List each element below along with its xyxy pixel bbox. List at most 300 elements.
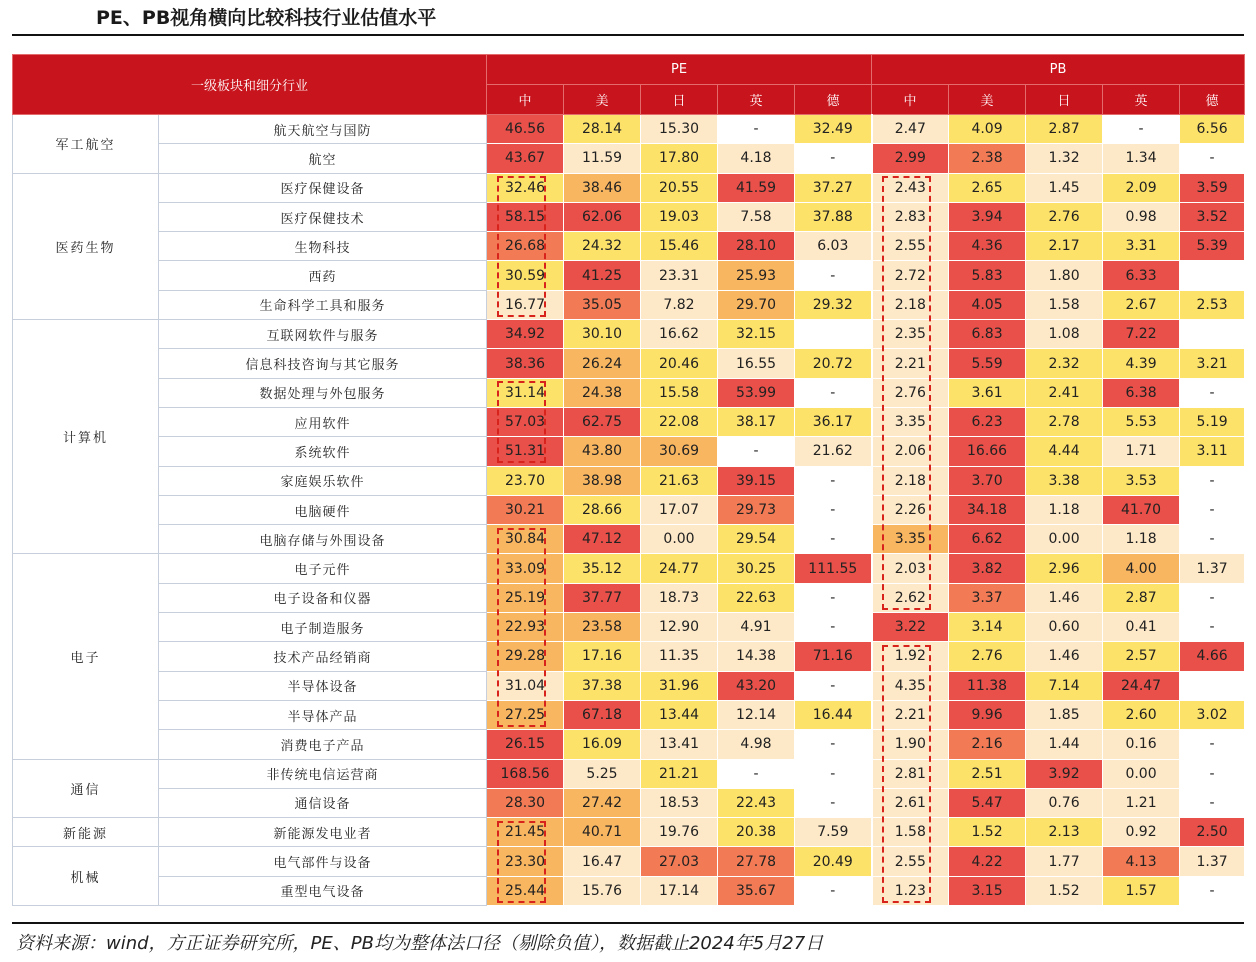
pe-value-cell: 29.70 xyxy=(718,290,795,319)
table-row xyxy=(13,525,1245,554)
pb-value-cell: 4.13 xyxy=(1103,847,1180,876)
pb-value-cell: 2.83 xyxy=(872,202,949,231)
pb-value-cell: 4.44 xyxy=(1026,437,1103,466)
pe-value-cell: 36.17 xyxy=(795,407,872,436)
pe-value-cell: 22.08 xyxy=(641,407,718,436)
pb-value-cell: 2.67 xyxy=(1103,290,1180,319)
table-row xyxy=(13,671,1245,700)
pb-value-cell: 3.61 xyxy=(949,378,1026,407)
pb-value-cell: 1.52 xyxy=(1026,876,1103,905)
pb-value-cell: 7.14 xyxy=(1026,671,1103,700)
pb-header: PB xyxy=(872,55,1245,85)
pb-value-cell: 1.52 xyxy=(949,818,1026,847)
category-header: 一级板块和细分行业 xyxy=(13,55,487,115)
pb-value-cell: - xyxy=(1180,730,1245,759)
sub-industry-name: 半导体产品 xyxy=(159,700,487,729)
pe-value-cell: 37.27 xyxy=(795,173,872,202)
pb-value-cell: 6.38 xyxy=(1103,378,1180,407)
pe-value-cell: 26.68 xyxy=(487,232,564,261)
table-row xyxy=(13,759,1245,788)
pb-value-cell: 1.08 xyxy=(1026,320,1103,349)
pe-value-cell: 4.18 xyxy=(718,144,795,173)
sub-industry-name: 医疗保健设备 xyxy=(159,173,487,202)
title-divider xyxy=(12,34,1244,36)
pe-value-cell: 7.59 xyxy=(795,818,872,847)
pe-value-cell: 29.54 xyxy=(718,525,795,554)
pb-value-cell: 1.44 xyxy=(1026,730,1103,759)
pb-value-cell: 24.47 xyxy=(1103,671,1180,700)
sector-name: 电子 xyxy=(13,554,159,759)
pb-value-cell: 1.85 xyxy=(1026,700,1103,729)
pb-value-cell: 2.41 xyxy=(1026,378,1103,407)
pb-value-cell: - xyxy=(1180,583,1245,612)
table-row xyxy=(13,407,1245,436)
pb-value-cell: 1.18 xyxy=(1103,525,1180,554)
pe-value-cell: 11.59 xyxy=(564,144,641,173)
table-row xyxy=(13,583,1245,612)
table-row xyxy=(13,700,1245,729)
pe-value-cell: 111.55 xyxy=(795,554,872,583)
pe-value-cell: 19.03 xyxy=(641,202,718,231)
pb-value-cell: 1.92 xyxy=(872,642,949,671)
pe-value-cell: 19.76 xyxy=(641,818,718,847)
pb-value-cell: 6.23 xyxy=(949,407,1026,436)
sub-industry-name: 重型电气设备 xyxy=(159,876,487,905)
pb-value-cell: 3.35 xyxy=(872,407,949,436)
sector-name: 军工航空 xyxy=(13,115,159,174)
pe-value-cell: 51.31 xyxy=(487,437,564,466)
pe-value-cell: 20.55 xyxy=(641,173,718,202)
pe-value-cell: 29.32 xyxy=(795,290,872,319)
pb-value-cell: - xyxy=(1180,613,1245,642)
pe-value-cell: - xyxy=(795,583,872,612)
pe-value-cell: 41.59 xyxy=(718,173,795,202)
pe-value-cell: 39.15 xyxy=(718,466,795,495)
pb-value-cell: 2.03 xyxy=(872,554,949,583)
pe-value-cell: 28.14 xyxy=(564,115,641,144)
pb-value-cell: 3.53 xyxy=(1103,466,1180,495)
pe-value-cell: 43.67 xyxy=(487,144,564,173)
pb-value-cell: 2.76 xyxy=(872,378,949,407)
pb-value-cell: 2.21 xyxy=(872,349,949,378)
sub-industry-name: 消费电子产品 xyxy=(159,730,487,759)
pe-value-cell: 28.10 xyxy=(718,232,795,261)
sub-industry-name: 电子设备和仪器 xyxy=(159,583,487,612)
pe-value-cell: 29.28 xyxy=(487,642,564,671)
pe-value-cell: 57.03 xyxy=(487,407,564,436)
pb-value-cell: 3.31 xyxy=(1103,232,1180,261)
pb-market-header: 德 xyxy=(1180,85,1245,115)
pb-value-cell: 2.76 xyxy=(1026,202,1103,231)
pe-value-cell xyxy=(795,320,872,349)
pe-value-cell: 18.53 xyxy=(641,788,718,817)
pb-value-cell: - xyxy=(1180,144,1245,173)
pb-value-cell: 2.96 xyxy=(1026,554,1103,583)
sub-industry-name: 生命科学工具和服务 xyxy=(159,290,487,319)
pb-value-cell: 3.82 xyxy=(949,554,1026,583)
pe-value-cell: 4.91 xyxy=(718,613,795,642)
pe-value-cell: 27.03 xyxy=(641,847,718,876)
pb-value-cell: 2.87 xyxy=(1103,583,1180,612)
pb-value-cell: 2.16 xyxy=(949,730,1026,759)
pb-value-cell: 0.41 xyxy=(1103,613,1180,642)
pe-value-cell: - xyxy=(795,144,872,173)
pb-value-cell: 5.83 xyxy=(949,261,1026,290)
pe-value-cell: 16.77 xyxy=(487,290,564,319)
pb-value-cell: 1.21 xyxy=(1103,788,1180,817)
pe-value-cell: 25.93 xyxy=(718,261,795,290)
pb-value-cell: 5.59 xyxy=(949,349,1026,378)
pe-value-cell: 7.82 xyxy=(641,290,718,319)
pb-value-cell: 6.83 xyxy=(949,320,1026,349)
pb-value-cell: 2.51 xyxy=(949,759,1026,788)
pb-market-header: 英 xyxy=(1103,85,1180,115)
table-body xyxy=(13,115,1245,906)
pe-value-cell: 6.03 xyxy=(795,232,872,261)
pb-value-cell: 1.90 xyxy=(872,730,949,759)
pb-value-cell: 4.35 xyxy=(872,671,949,700)
table-row xyxy=(13,290,1245,319)
pe-value-cell: 20.38 xyxy=(718,818,795,847)
pe-value-cell: 30.84 xyxy=(487,525,564,554)
pe-value-cell: 13.41 xyxy=(641,730,718,759)
pb-value-cell: 3.92 xyxy=(1026,759,1103,788)
sub-industry-name: 数据处理与外包服务 xyxy=(159,378,487,407)
table-row xyxy=(13,378,1245,407)
pe-value-cell: 23.58 xyxy=(564,613,641,642)
table-row xyxy=(13,730,1245,759)
sub-industry-name: 非传统电信运营商 xyxy=(159,759,487,788)
sub-industry-name: 家庭娱乐软件 xyxy=(159,466,487,495)
pe-value-cell: 40.71 xyxy=(564,818,641,847)
sub-industry-name: 信息科技咨询与其它服务 xyxy=(159,349,487,378)
sub-industry-name: 电脑硬件 xyxy=(159,495,487,524)
pe-value-cell: 17.14 xyxy=(641,876,718,905)
pb-value-cell: 2.35 xyxy=(872,320,949,349)
sub-industry-name: 应用软件 xyxy=(159,407,487,436)
pb-value-cell: 2.18 xyxy=(872,290,949,319)
pe-value-cell: - xyxy=(795,495,872,524)
table-row xyxy=(13,144,1245,173)
pe-value-cell: - xyxy=(795,876,872,905)
pb-value-cell: 4.66 xyxy=(1180,642,1245,671)
pe-value-cell: 30.69 xyxy=(641,437,718,466)
table-row xyxy=(13,876,1245,905)
pb-value-cell: - xyxy=(1180,876,1245,905)
footer-divider xyxy=(12,922,1244,924)
pe-value-cell: 43.80 xyxy=(564,437,641,466)
pb-value-cell: 2.17 xyxy=(1026,232,1103,261)
table-row xyxy=(13,847,1245,876)
pb-value-cell: 4.22 xyxy=(949,847,1026,876)
pb-value-cell: 3.59 xyxy=(1180,173,1245,202)
pe-value-cell: 30.25 xyxy=(718,554,795,583)
pb-value-cell: 4.00 xyxy=(1103,554,1180,583)
pe-value-cell: 14.38 xyxy=(718,642,795,671)
pb-value-cell: 2.06 xyxy=(872,437,949,466)
pe-value-cell: 43.20 xyxy=(718,671,795,700)
pb-value-cell: 3.52 xyxy=(1180,202,1245,231)
pe-value-cell: 4.98 xyxy=(718,730,795,759)
pe-value-cell: 37.77 xyxy=(564,583,641,612)
pe-value-cell: - xyxy=(795,378,872,407)
pb-value-cell: 1.23 xyxy=(872,876,949,905)
pe-value-cell: 47.12 xyxy=(564,525,641,554)
pe-value-cell: 32.46 xyxy=(487,173,564,202)
pe-value-cell: 20.46 xyxy=(641,349,718,378)
pb-value-cell: 4.39 xyxy=(1103,349,1180,378)
pb-value-cell: 0.00 xyxy=(1103,759,1180,788)
pe-value-cell: 33.09 xyxy=(487,554,564,583)
pe-value-cell: 20.72 xyxy=(795,349,872,378)
table-row xyxy=(13,788,1245,817)
pb-value-cell: 34.18 xyxy=(949,495,1026,524)
pe-value-cell: 20.49 xyxy=(795,847,872,876)
pe-value-cell: 23.30 xyxy=(487,847,564,876)
pb-value-cell: 3.37 xyxy=(949,583,1026,612)
pb-value-cell: 1.34 xyxy=(1103,144,1180,173)
pe-value-cell: 17.16 xyxy=(564,642,641,671)
pb-value-cell: 1.45 xyxy=(1026,173,1103,202)
pb-value-cell: 41.70 xyxy=(1103,495,1180,524)
pb-value-cell: 2.76 xyxy=(949,642,1026,671)
sub-industry-name: 生物科技 xyxy=(159,232,487,261)
pe-value-cell: 27.25 xyxy=(487,700,564,729)
pb-value-cell: 0.92 xyxy=(1103,818,1180,847)
pe-value-cell: 26.15 xyxy=(487,730,564,759)
pb-value-cell: 2.55 xyxy=(872,232,949,261)
pe-market-header: 中 xyxy=(487,85,564,115)
pb-value-cell: 1.71 xyxy=(1103,437,1180,466)
pe-value-cell: - xyxy=(795,261,872,290)
pe-value-cell: - xyxy=(795,788,872,817)
pb-value-cell: 6.62 xyxy=(949,525,1026,554)
pe-value-cell: 12.90 xyxy=(641,613,718,642)
pe-header: PE xyxy=(487,55,872,85)
pe-value-cell: 29.73 xyxy=(718,495,795,524)
pe-value-cell: 67.18 xyxy=(564,700,641,729)
pb-market-header: 日 xyxy=(1026,85,1103,115)
pe-value-cell: 0.00 xyxy=(641,525,718,554)
sub-industry-name: 医疗保健技术 xyxy=(159,202,487,231)
sub-industry-name: 航空 xyxy=(159,144,487,173)
sub-industry-name: 航天航空与国防 xyxy=(159,115,487,144)
pe-value-cell: 168.56 xyxy=(487,759,564,788)
pb-value-cell: 2.78 xyxy=(1026,407,1103,436)
pe-value-cell: 53.99 xyxy=(718,378,795,407)
pb-value-cell: 9.96 xyxy=(949,700,1026,729)
sub-industry-name: 通信设备 xyxy=(159,788,487,817)
pb-value-cell: 2.57 xyxy=(1103,642,1180,671)
sub-industry-name: 电子元件 xyxy=(159,554,487,583)
pe-value-cell: - xyxy=(718,759,795,788)
pb-value-cell: 3.15 xyxy=(949,876,1026,905)
table-row xyxy=(13,202,1245,231)
pb-value-cell: 2.53 xyxy=(1180,290,1245,319)
pb-value-cell: 11.38 xyxy=(949,671,1026,700)
pb-value-cell: 1.58 xyxy=(1026,290,1103,319)
sub-industry-name: 半导体设备 xyxy=(159,671,487,700)
source-footnote: 资料来源：wind，方正证券研究所，PE、PB均为整体法口径（剔除负值），数据截止2024年5月27日 xyxy=(16,933,824,954)
pb-value-cell: 3.70 xyxy=(949,466,1026,495)
pb-market-header: 中 xyxy=(872,85,949,115)
sub-industry-name: 系统软件 xyxy=(159,437,487,466)
table-row xyxy=(13,437,1245,466)
pe-value-cell: 32.49 xyxy=(795,115,872,144)
pb-value-cell: 1.18 xyxy=(1026,495,1103,524)
pe-market-header: 日 xyxy=(641,85,718,115)
pb-value-cell: 2.55 xyxy=(872,847,949,876)
pe-value-cell: 21.21 xyxy=(641,759,718,788)
pe-value-cell: 21.45 xyxy=(487,818,564,847)
pb-value-cell: - xyxy=(1180,495,1245,524)
sub-industry-name: 互联网软件与服务 xyxy=(159,320,487,349)
pb-value-cell: 1.37 xyxy=(1180,847,1245,876)
sector-name: 机械 xyxy=(13,847,159,906)
pb-value-cell: 0.60 xyxy=(1026,613,1103,642)
table-row xyxy=(13,232,1245,261)
pe-value-cell: 24.77 xyxy=(641,554,718,583)
table-row xyxy=(13,349,1245,378)
pe-value-cell: 18.73 xyxy=(641,583,718,612)
pb-value-cell: 1.57 xyxy=(1103,876,1180,905)
sub-industry-name: 电气部件与设备 xyxy=(159,847,487,876)
pb-value-cell: 2.61 xyxy=(872,788,949,817)
pe-value-cell: 28.30 xyxy=(487,788,564,817)
pe-value-cell: 23.70 xyxy=(487,466,564,495)
pb-value-cell: 7.22 xyxy=(1103,320,1180,349)
sector-name: 通信 xyxy=(13,759,159,818)
pb-value-cell: 4.09 xyxy=(949,115,1026,144)
pb-value-cell: 6.56 xyxy=(1180,115,1245,144)
pb-value-cell: - xyxy=(1180,525,1245,554)
pe-value-cell: 41.25 xyxy=(564,261,641,290)
table-row xyxy=(13,261,1245,290)
pe-value-cell: 31.96 xyxy=(641,671,718,700)
pb-value-cell: 2.72 xyxy=(872,261,949,290)
pe-market-header: 英 xyxy=(718,85,795,115)
pe-value-cell: 62.75 xyxy=(564,407,641,436)
pe-value-cell: 17.80 xyxy=(641,144,718,173)
pb-value-cell: 3.21 xyxy=(1180,349,1245,378)
pb-value-cell: 6.33 xyxy=(1103,261,1180,290)
pb-value-cell: 2.50 xyxy=(1180,818,1245,847)
pb-value-cell: 5.53 xyxy=(1103,407,1180,436)
pb-value-cell: 16.66 xyxy=(949,437,1026,466)
pe-value-cell: 7.58 xyxy=(718,202,795,231)
sub-industry-name: 电脑存储与外围设备 xyxy=(159,525,487,554)
pe-value-cell: 25.19 xyxy=(487,583,564,612)
pe-value-cell: 30.59 xyxy=(487,261,564,290)
pe-value-cell: 35.05 xyxy=(564,290,641,319)
pb-value-cell: - xyxy=(1180,378,1245,407)
table-row xyxy=(13,642,1245,671)
pb-value-cell: 3.22 xyxy=(872,613,949,642)
pe-value-cell: - xyxy=(718,115,795,144)
sub-industry-name: 技术产品经销商 xyxy=(159,642,487,671)
pb-value-cell: - xyxy=(1180,466,1245,495)
pe-value-cell: 35.12 xyxy=(564,554,641,583)
pb-value-cell: 2.32 xyxy=(1026,349,1103,378)
table-row xyxy=(13,554,1245,583)
pb-value-cell xyxy=(1180,671,1245,700)
pb-value-cell: - xyxy=(1180,759,1245,788)
pe-value-cell: 38.98 xyxy=(564,466,641,495)
pb-value-cell: 3.94 xyxy=(949,202,1026,231)
pb-value-cell: 1.37 xyxy=(1180,554,1245,583)
table-row xyxy=(13,613,1245,642)
pb-value-cell: 2.26 xyxy=(872,495,949,524)
pb-value-cell: 5.39 xyxy=(1180,232,1245,261)
table-row xyxy=(13,495,1245,524)
sector-name: 计算机 xyxy=(13,320,159,554)
pb-value-cell: 3.14 xyxy=(949,613,1026,642)
pb-value-cell: 0.76 xyxy=(1026,788,1103,817)
pb-value-cell: 3.02 xyxy=(1180,700,1245,729)
pe-value-cell: 38.36 xyxy=(487,349,564,378)
pe-value-cell: 24.38 xyxy=(564,378,641,407)
pe-value-cell: 30.21 xyxy=(487,495,564,524)
pb-value-cell: - xyxy=(1180,788,1245,817)
pe-value-cell: 25.44 xyxy=(487,876,564,905)
pb-value-cell: 2.60 xyxy=(1103,700,1180,729)
pe-value-cell: 31.14 xyxy=(487,378,564,407)
pe-value-cell: 58.15 xyxy=(487,202,564,231)
pe-value-cell: - xyxy=(795,759,872,788)
sector-name: 医药生物 xyxy=(13,173,159,319)
pe-value-cell: - xyxy=(795,730,872,759)
pe-value-cell: 16.47 xyxy=(564,847,641,876)
pe-value-cell: - xyxy=(795,613,872,642)
pb-value-cell: 5.47 xyxy=(949,788,1026,817)
pe-value-cell: 16.09 xyxy=(564,730,641,759)
pb-market-header: 美 xyxy=(949,85,1026,115)
pe-value-cell: - xyxy=(795,671,872,700)
pb-value-cell: 2.62 xyxy=(872,583,949,612)
pe-value-cell: 37.38 xyxy=(564,671,641,700)
pe-value-cell: - xyxy=(795,466,872,495)
pe-value-cell: 15.46 xyxy=(641,232,718,261)
pe-value-cell: 11.35 xyxy=(641,642,718,671)
pe-value-cell: - xyxy=(718,437,795,466)
pe-value-cell: 12.14 xyxy=(718,700,795,729)
pe-value-cell: 21.63 xyxy=(641,466,718,495)
pb-value-cell: 2.87 xyxy=(1026,115,1103,144)
pb-value-cell: 2.81 xyxy=(872,759,949,788)
pe-market-header: 德 xyxy=(795,85,872,115)
pe-value-cell: 27.78 xyxy=(718,847,795,876)
pb-value-cell: 2.13 xyxy=(1026,818,1103,847)
pe-value-cell: 16.55 xyxy=(718,349,795,378)
pb-value-cell: 3.11 xyxy=(1180,437,1245,466)
pb-value-cell: 2.38 xyxy=(949,144,1026,173)
pb-value-cell: 0.16 xyxy=(1103,730,1180,759)
pb-value-cell: 2.99 xyxy=(872,144,949,173)
pe-value-cell: 71.16 xyxy=(795,642,872,671)
pb-value-cell: 2.65 xyxy=(949,173,1026,202)
pe-value-cell: 22.93 xyxy=(487,613,564,642)
pe-value-cell: 24.32 xyxy=(564,232,641,261)
pb-value-cell: 1.58 xyxy=(872,818,949,847)
pe-value-cell: 22.43 xyxy=(718,788,795,817)
pb-value-cell: 2.09 xyxy=(1103,173,1180,202)
pe-value-cell: 31.04 xyxy=(487,671,564,700)
sub-industry-name: 电子制造服务 xyxy=(159,613,487,642)
pe-value-cell: 37.88 xyxy=(795,202,872,231)
pe-value-cell: 15.30 xyxy=(641,115,718,144)
pb-value-cell: - xyxy=(1103,115,1180,144)
pe-value-cell: 17.07 xyxy=(641,495,718,524)
